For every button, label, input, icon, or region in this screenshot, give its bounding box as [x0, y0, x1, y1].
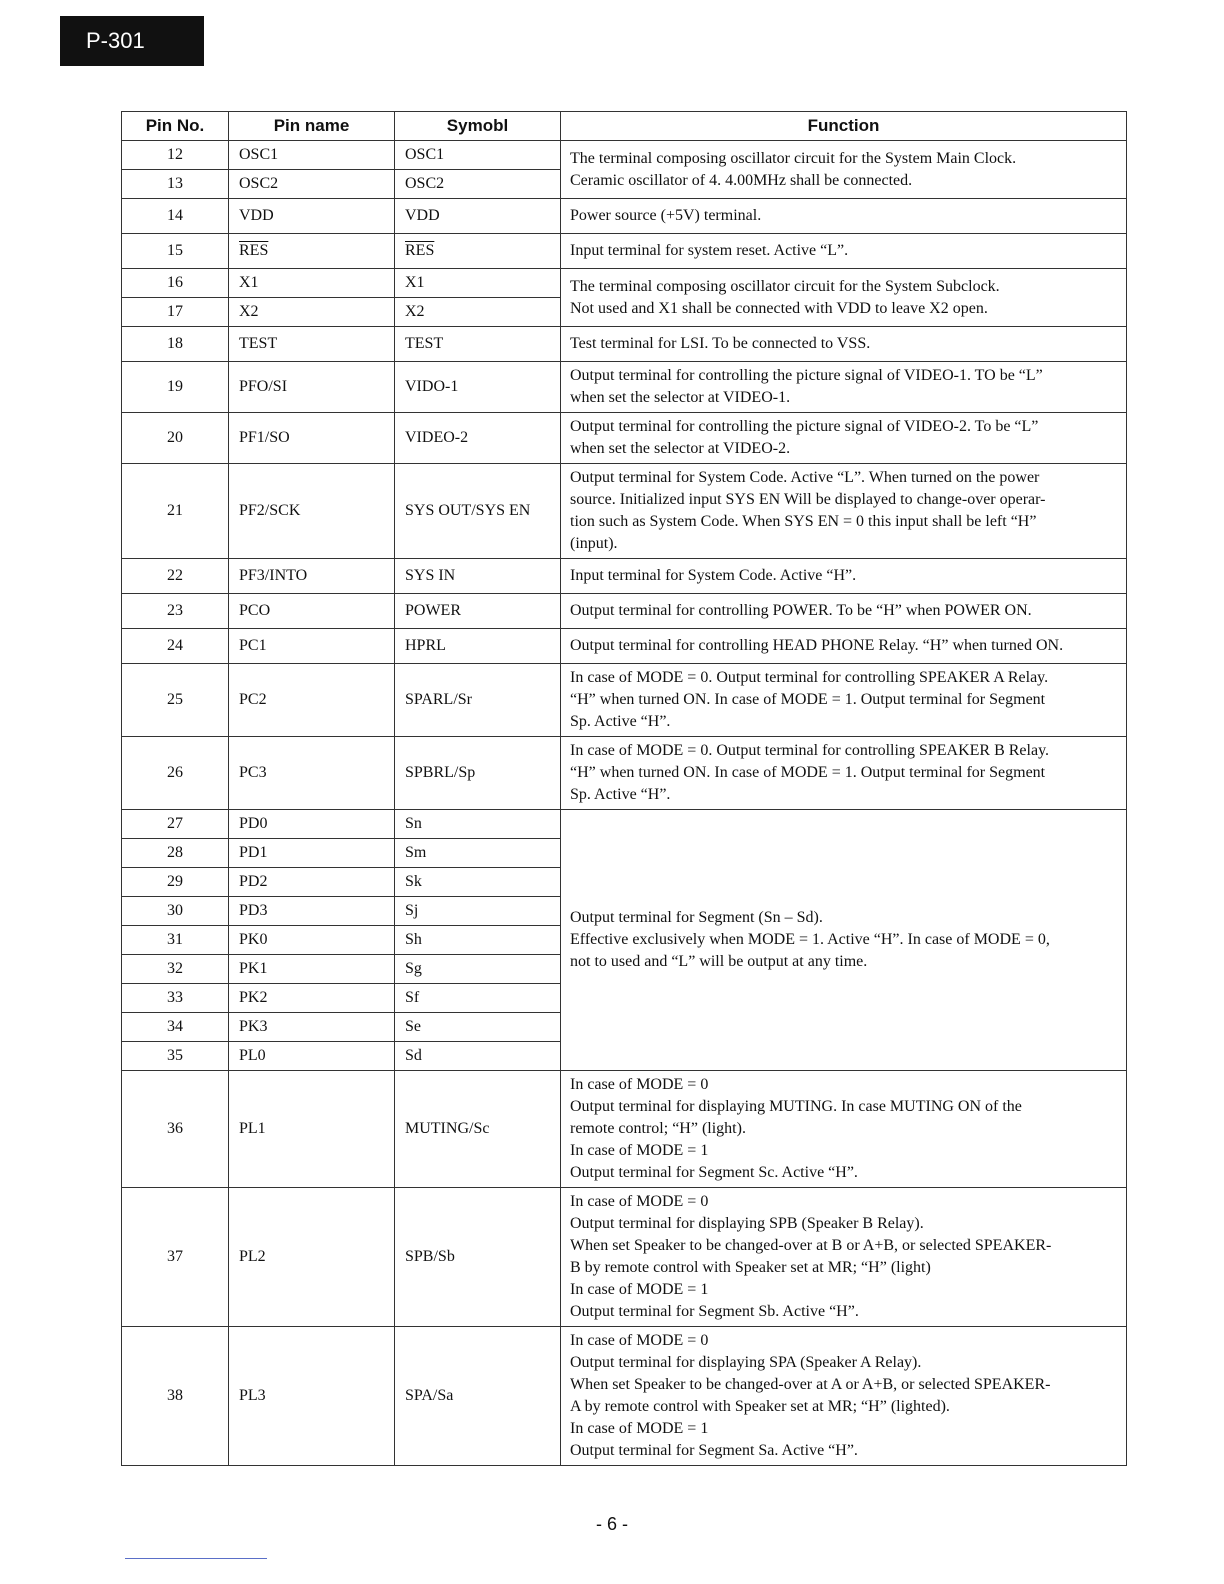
function-line: In case of MODE = 0 [570, 1332, 709, 1349]
pin-symbol: Sm [395, 839, 561, 868]
function-line: (input). [570, 535, 618, 552]
pin-function [561, 1327, 1127, 1466]
pin-symbol: SPB/Sb [395, 1188, 561, 1327]
pin-no: 27 [122, 810, 229, 839]
pin-no: 34 [122, 1013, 229, 1042]
pin-no: 26 [122, 737, 229, 810]
function-line: Not used and X1 shall be connected with VDD to leave X2 open. [570, 299, 988, 317]
function-line: In case of MODE = 1 [570, 1142, 709, 1159]
pin-no: 32 [122, 955, 229, 984]
pin-function [561, 269, 1127, 327]
function-line: In case of MODE = 0. Output terminal for controlling SPEAKER A Relay. [570, 669, 1049, 686]
function-line: “H” when turned ON. In case of MODE = 1. Output terminal for Segment [570, 691, 1046, 708]
pin-symbol: SYS IN [395, 559, 561, 594]
pin-function [561, 737, 1127, 810]
pin-no: 35 [122, 1042, 229, 1071]
pin-name: PL0 [229, 1042, 395, 1071]
table-row [122, 1071, 1127, 1188]
pin-symbol: X1 [395, 269, 561, 298]
pin-name: OSC1 [229, 141, 395, 170]
header-symbol: Symobl [395, 112, 561, 141]
pin-name: PFO/SI [229, 362, 395, 413]
table-row [122, 664, 1127, 737]
function-line: tion such as System Code. When SYS EN = 0 this input shall be left “H” [570, 513, 1037, 530]
pin-symbol: Sk [395, 868, 561, 897]
table-row [122, 413, 1127, 464]
function-line: remote control; “H” (light). [570, 1120, 746, 1137]
function-line: Output terminal for displaying MUTING. In case MUTING ON of the [570, 1098, 1022, 1115]
pin-name: X1 [229, 269, 395, 298]
function-line: when set the selector at VIDEO-2. [570, 440, 791, 457]
header-function: Function [561, 112, 1127, 141]
function-line: Output terminal for controlling the picture signal of VIDEO-1. TO be “L” [570, 367, 1043, 384]
pin-symbol: HPRL [395, 629, 561, 664]
pin-name: PF3/INTO [229, 559, 395, 594]
pin-function: Input terminal for System Code. Active “H”. [561, 559, 1127, 594]
pin-symbol: OSC1 [395, 141, 561, 170]
function-line: “H” when turned ON. In case of MODE = 1. Output terminal for Segment [570, 764, 1046, 781]
function-line: Output terminal for Segment Sc. Active “H”. [570, 1164, 858, 1181]
pin-no: 31 [122, 926, 229, 955]
pin-name: PC2 [229, 664, 395, 737]
table-header-row [122, 112, 1127, 141]
pin-symbol: Sn [395, 810, 561, 839]
pin-symbol: Sf [395, 984, 561, 1013]
pin-no: 29 [122, 868, 229, 897]
pin-symbol: SYS OUT/SYS EN [395, 464, 561, 559]
header-pin-no: Pin No. [122, 112, 229, 141]
pin-no: 13 [122, 170, 229, 199]
pin-function [561, 1071, 1127, 1188]
pin-symbol: Sg [395, 955, 561, 984]
pin-name: PCO [229, 594, 395, 629]
function-line: Output terminal for Segment Sb. Active “H”. [570, 1303, 859, 1320]
pin-name: PC3 [229, 737, 395, 810]
pin-symbol: SPBRL/Sp [395, 737, 561, 810]
pin-symbol: Sd [395, 1042, 561, 1071]
table-row [122, 234, 1127, 269]
function-line: Sp. Active “H”. [570, 713, 671, 730]
pin-function [561, 810, 1127, 1071]
pin-no: 17 [122, 298, 229, 327]
pin-no: 18 [122, 327, 229, 362]
function-line: When set Speaker to be changed-over at A or A+B, or selected SPEAKER- [570, 1376, 1051, 1393]
pin-function: Input terminal for system reset. Active “L”. [561, 234, 1127, 269]
pin-name: $\overline{RES}$ [229, 234, 395, 269]
table-row [122, 464, 1127, 559]
pin-no: 16 [122, 269, 229, 298]
function-line: In case of MODE = 1 [570, 1420, 709, 1437]
pin-no: 30 [122, 897, 229, 926]
pin-no: 24 [122, 629, 229, 664]
pin-name: PD1 [229, 839, 395, 868]
pin-symbol: $\overline{RES}$ [395, 234, 561, 269]
pin-name: OSC2 [229, 170, 395, 199]
pin-name: VDD [229, 199, 395, 234]
pin-symbol: SPARL/Sr [395, 664, 561, 737]
pin-name: PF1/SO [229, 413, 395, 464]
pin-no: 33 [122, 984, 229, 1013]
page-tag: P-301 [60, 16, 204, 66]
function-line: Output terminal for Segment (Sn – Sd). [570, 909, 823, 926]
pin-no: 25 [122, 664, 229, 737]
table-row [122, 810, 1127, 839]
pin-no: 21 [122, 464, 229, 559]
table-row [122, 327, 1127, 362]
pin-no: 22 [122, 559, 229, 594]
table-row [122, 594, 1127, 629]
function-line: In case of MODE = 0 [570, 1193, 709, 1210]
pin-no: 23 [122, 594, 229, 629]
table-row [122, 737, 1127, 810]
function-line: Output terminal for Segment Sa. Active “H”. [570, 1442, 858, 1459]
function-line: The terminal composing oscillator circuit for the System Main Clock. [570, 149, 1017, 167]
pin-no: 28 [122, 839, 229, 868]
function-line: Ceramic oscillator of 4. 4.00MHz shall be connected. [570, 171, 913, 189]
function-line: Output terminal for displaying SPB (Speaker B Relay). [570, 1215, 924, 1232]
pin-symbol: Se [395, 1013, 561, 1042]
pin-function-table [121, 111, 1127, 1466]
pin-function: Test terminal for LSI. To be connected to VSS. [561, 327, 1127, 362]
pin-symbol: VIDEO-2 [395, 413, 561, 464]
function-line: when set the selector at VIDEO-1. [570, 389, 791, 406]
pin-symbol: VIDO-1 [395, 362, 561, 413]
pin-no: 12 [122, 141, 229, 170]
pin-name: TEST [229, 327, 395, 362]
function-line: Output terminal for System Code. Active “L”. When turned on the power [570, 469, 1040, 486]
header-pin-name: Pin name [229, 112, 395, 141]
pin-no: 15 [122, 234, 229, 269]
pin-name: PK2 [229, 984, 395, 1013]
pin-no: 14 [122, 199, 229, 234]
table-row [122, 362, 1127, 413]
pin-symbol: Sh [395, 926, 561, 955]
function-line: In case of MODE = 0. Output terminal for controlling SPEAKER B Relay. [570, 742, 1050, 759]
function-line: Sp. Active “H”. [570, 786, 671, 803]
function-line: Output terminal for controlling the picture signal of VIDEO-2. To be “L” [570, 418, 1039, 435]
function-line: A by remote control with Speaker set at MR; “H” (lighted). [570, 1398, 950, 1415]
pin-symbol: SPA/Sa [395, 1327, 561, 1466]
page-number: - 6 - [595, 1514, 628, 1534]
pin-name: PL1 [229, 1071, 395, 1188]
function-line: Output terminal for displaying SPA (Speaker A Relay). [570, 1354, 922, 1371]
pin-no: 38 [122, 1327, 229, 1466]
pin-name: PL2 [229, 1188, 395, 1327]
table-row [122, 199, 1127, 234]
pin-function [561, 664, 1127, 737]
pin-no: 37 [122, 1188, 229, 1327]
pin-name: PD2 [229, 868, 395, 897]
function-line: In case of MODE = 1 [570, 1281, 709, 1298]
pin-symbol: X2 [395, 298, 561, 327]
pin-symbol: TEST [395, 327, 561, 362]
function-line: In case of MODE = 0 [570, 1076, 709, 1093]
pin-function [561, 413, 1127, 464]
footer-divider [125, 1558, 267, 1559]
pin-function: Output terminal for controlling HEAD PHONE Relay. “H” when turned ON. [561, 629, 1127, 664]
pin-no: 19 [122, 362, 229, 413]
pin-function [561, 464, 1127, 559]
pin-name: PD3 [229, 897, 395, 926]
table-row [122, 269, 1127, 298]
pin-name: PL3 [229, 1327, 395, 1466]
table-row [122, 559, 1127, 594]
pin-symbol: VDD [395, 199, 561, 234]
pin-function [561, 141, 1127, 199]
table-row [122, 629, 1127, 664]
pin-name: X2 [229, 298, 395, 327]
pin-no: 36 [122, 1071, 229, 1188]
table-row [122, 1188, 1127, 1327]
pin-function: Power source (+5V) terminal. [561, 199, 1127, 234]
pin-function [561, 362, 1127, 413]
pin-name: PD0 [229, 810, 395, 839]
function-line: When set Speaker to be changed-over at B or A+B, or selected SPEAKER- [570, 1237, 1052, 1254]
pin-name: PF2/SCK [229, 464, 395, 559]
pin-no: 20 [122, 413, 229, 464]
pin-symbol: POWER [395, 594, 561, 629]
pin-name: PK1 [229, 955, 395, 984]
function-line: B by remote control with Speaker set at MR; “H” (light) [570, 1259, 931, 1276]
pin-name: PC1 [229, 629, 395, 664]
function-line: not to used and “L” will be output at any time. [570, 953, 868, 970]
pin-symbol: Sj [395, 897, 561, 926]
pin-symbol: OSC2 [395, 170, 561, 199]
pin-function [561, 1188, 1127, 1327]
function-line: The terminal composing oscillator circuit for the System Subclock. [570, 277, 1000, 295]
function-line: source. Initialized input SYS EN Will be displayed to change-over operar- [570, 491, 1046, 508]
pin-function: Output terminal for controlling POWER. To be “H” when POWER ON. [561, 594, 1127, 629]
table-row [122, 1327, 1127, 1466]
pin-name: PK3 [229, 1013, 395, 1042]
table-row [122, 141, 1127, 170]
function-line: Effective exclusively when MODE = 1. Active “H”. In case of MODE = 0, [570, 931, 1050, 948]
pin-symbol: MUTING/Sc [395, 1071, 561, 1188]
pin-name: PK0 [229, 926, 395, 955]
